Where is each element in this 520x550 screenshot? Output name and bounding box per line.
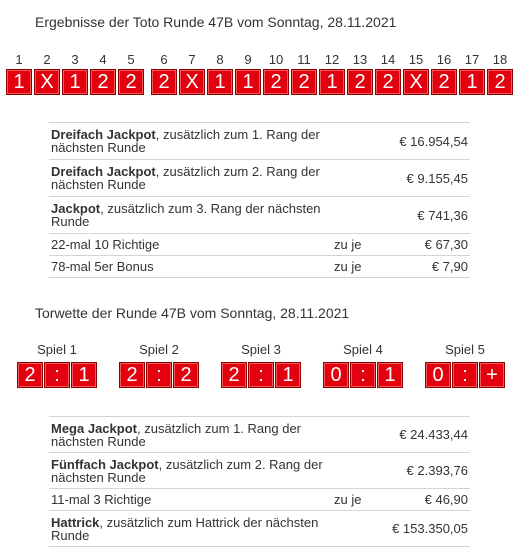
prize-zuje bbox=[332, 123, 376, 160]
torwette-home-goals: 2 bbox=[221, 362, 247, 388]
toto-result-cell: 2 bbox=[118, 69, 144, 95]
prize-zuje bbox=[332, 160, 376, 197]
torwette-score-separator: : bbox=[452, 362, 478, 388]
torwette-away-goals: 1 bbox=[71, 362, 97, 388]
prize-amount: € 2.393,76 bbox=[376, 453, 470, 489]
toto-result-cell: X bbox=[34, 69, 60, 95]
toto-result-cell: X bbox=[403, 69, 429, 95]
prize-label-bold: Dreifach Jackpot bbox=[51, 127, 156, 142]
prize-label-text: , zusätzlich zum 2. Rang der nächsten Runde bbox=[51, 164, 320, 192]
toto-game-number: 14 bbox=[380, 52, 396, 67]
toto-result-cell: 2 bbox=[291, 69, 317, 95]
prize-row bbox=[49, 511, 470, 547]
torwette-game-label: Spiel 5 bbox=[445, 342, 485, 357]
toto-game-number: 5 bbox=[127, 52, 135, 67]
prize-amount: € 741,36 bbox=[376, 197, 470, 234]
prize-label-bold: Mega Jackpot bbox=[51, 420, 137, 436]
prize-label-bold: Dreifach Jackpot bbox=[51, 164, 156, 179]
prize-label bbox=[49, 489, 332, 511]
torwette-score-separator: : bbox=[146, 362, 172, 388]
prize-label bbox=[49, 417, 332, 453]
toto-game-number: 2 bbox=[43, 52, 51, 67]
prize-amount: € 24.433,44 bbox=[376, 417, 470, 453]
toto-result-cell: 1 bbox=[459, 69, 485, 95]
prize-amount: € 7,90 bbox=[376, 256, 470, 278]
toto-result-cell: 1 bbox=[207, 69, 233, 95]
torwette-prize-table bbox=[49, 416, 470, 547]
toto-game-number: 15 bbox=[408, 52, 424, 67]
toto-result-cell: 2 bbox=[431, 69, 457, 95]
prize-zuje: zu je bbox=[332, 256, 376, 278]
torwette-away-goals: 1 bbox=[377, 362, 403, 388]
prize-row bbox=[49, 256, 470, 278]
torwette-home-goals: 2 bbox=[17, 362, 43, 388]
prize-label bbox=[49, 511, 332, 547]
prize-amount: € 67,30 bbox=[376, 234, 470, 256]
toto-result-cell: 2 bbox=[151, 69, 177, 95]
toto-game-number: 9 bbox=[244, 52, 252, 67]
torwette-score-separator: : bbox=[350, 362, 376, 388]
toto-game-number: 8 bbox=[216, 52, 224, 67]
prize-label-bold: Fünffach Jackpot bbox=[51, 456, 159, 472]
torwette-home-goals: 0 bbox=[323, 362, 349, 388]
torwette-game-label: Spiel 4 bbox=[343, 342, 383, 357]
prize-label bbox=[49, 453, 332, 489]
torwette-game-label: Spiel 2 bbox=[139, 342, 179, 357]
toto-game-number: 17 bbox=[464, 52, 480, 67]
toto-game-number: 10 bbox=[268, 52, 284, 67]
toto-prize-table bbox=[49, 122, 470, 278]
prize-amount: € 46,90 bbox=[376, 489, 470, 511]
prize-label-bold: Jackpot bbox=[51, 201, 101, 216]
prize-amount: € 9.155,45 bbox=[376, 160, 470, 197]
torwette-score-separator: : bbox=[44, 362, 70, 388]
toto-result-cell: 1 bbox=[319, 69, 345, 95]
prize-row bbox=[49, 489, 470, 511]
prize-label bbox=[49, 234, 332, 256]
prize-label-text: , zusätzlich zum 1. Rang der nächsten Runde bbox=[51, 420, 302, 449]
toto-game-number: 18 bbox=[492, 52, 508, 67]
prize-row bbox=[49, 123, 470, 160]
torwette-game-label: Spiel 3 bbox=[241, 342, 281, 357]
toto-game-number: 7 bbox=[188, 52, 196, 67]
toto-result-cell: 2 bbox=[90, 69, 116, 95]
toto-heading: Ergebnisse der Toto Runde 47B vom Sonntag, 28.11.2021 bbox=[35, 14, 397, 30]
prize-label bbox=[49, 123, 332, 160]
toto-game-number: 13 bbox=[352, 52, 368, 67]
prize-label bbox=[49, 160, 332, 197]
torwette-away-goals: 2 bbox=[173, 362, 199, 388]
prize-label-text: , zusätzlich zum 3. Rang der nächsten Runde bbox=[51, 201, 321, 229]
prize-amount: € 16.954,54 bbox=[376, 123, 470, 160]
toto-game-number: 11 bbox=[297, 52, 311, 67]
prize-row bbox=[49, 234, 470, 256]
prize-zuje: zu je bbox=[332, 234, 376, 256]
toto-result-cell: 2 bbox=[263, 69, 289, 95]
prize-label-text: , zusätzlich zum Hattrick der nächsten Runde bbox=[51, 514, 319, 543]
torwette-home-goals: 2 bbox=[119, 362, 145, 388]
torwette-score-cells bbox=[323, 362, 403, 390]
toto-game-number: 3 bbox=[71, 52, 79, 67]
toto-game-number: 6 bbox=[160, 52, 168, 67]
torwette-home-goals: 0 bbox=[425, 362, 451, 388]
prize-label-text: 22-mal 10 Richtige bbox=[51, 237, 160, 252]
prize-row bbox=[49, 453, 470, 489]
prize-label-text: 11-mal 3 Richtige bbox=[51, 492, 152, 507]
torwette-score-cells bbox=[425, 362, 505, 390]
toto-game-number: 12 bbox=[324, 52, 340, 67]
prize-row bbox=[49, 197, 470, 234]
prize-label-bold: Hattrick bbox=[51, 514, 100, 530]
torwette-score-cells bbox=[119, 362, 199, 390]
toto-result-cell: X bbox=[179, 69, 205, 95]
toto-game-number: 16 bbox=[436, 52, 452, 67]
torwette-heading: Torwette der Runde 47B vom Sonntag, 28.11.2021 bbox=[35, 305, 350, 321]
prize-zuje: zu je bbox=[332, 489, 376, 511]
prize-zuje bbox=[332, 197, 376, 234]
toto-result-cell: 2 bbox=[347, 69, 373, 95]
torwette-game-label: Spiel 1 bbox=[37, 342, 77, 357]
toto-result-cell: 2 bbox=[487, 69, 513, 95]
toto-result-cell: 1 bbox=[6, 69, 32, 95]
toto-game-number: 1 bbox=[15, 52, 23, 67]
torwette-away-goals: 1 bbox=[275, 362, 301, 388]
prize-label-text: , zusätzlich zum 2. Rang der nächsten Runde bbox=[51, 456, 323, 485]
prize-amount: € 153.350,05 bbox=[376, 511, 470, 547]
torwette-away-goals: + bbox=[479, 362, 505, 388]
prize-zuje bbox=[332, 417, 376, 453]
prize-zuje bbox=[332, 453, 376, 489]
torwette-score-separator: : bbox=[248, 362, 274, 388]
prize-row bbox=[49, 417, 470, 453]
toto-result-cell: 1 bbox=[235, 69, 261, 95]
prize-label-text: 78-mal 5er Bonus bbox=[51, 259, 154, 274]
prize-label bbox=[49, 197, 332, 234]
torwette-score-cells bbox=[17, 362, 97, 390]
toto-result-cell: 2 bbox=[375, 69, 401, 95]
torwette-score-cells bbox=[221, 362, 301, 390]
prize-label bbox=[49, 256, 332, 278]
toto-result-cell: 1 bbox=[62, 69, 88, 95]
prize-zuje bbox=[332, 511, 376, 547]
toto-game-number: 4 bbox=[99, 52, 107, 67]
prize-row bbox=[49, 160, 470, 197]
prize-label-text: , zusätzlich zum 1. Rang der nächsten Runde bbox=[51, 127, 320, 155]
